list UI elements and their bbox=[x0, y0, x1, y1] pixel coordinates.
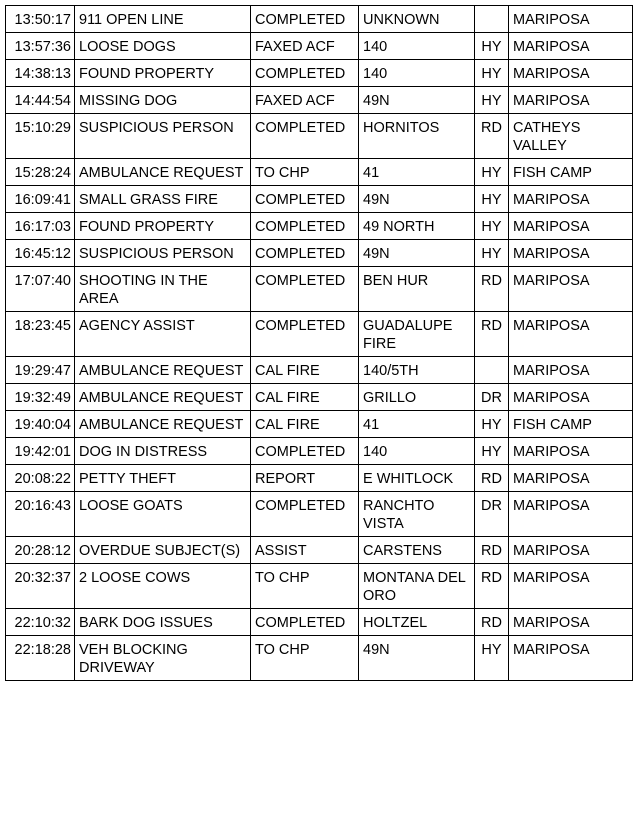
street-suffix-cell: HY bbox=[475, 186, 509, 213]
call-type-cell: OVERDUE SUBJECT(S) bbox=[75, 537, 251, 564]
time-cell: 22:10:32 bbox=[6, 609, 75, 636]
call-type-cell: FOUND PROPERTY bbox=[75, 213, 251, 240]
call-type-cell: MISSING DOG bbox=[75, 87, 251, 114]
disposition-cell: CAL FIRE bbox=[251, 411, 359, 438]
disposition-cell: COMPLETED bbox=[251, 213, 359, 240]
disposition-cell: COMPLETED bbox=[251, 6, 359, 33]
street-suffix-cell: HY bbox=[475, 636, 509, 681]
street-suffix-cell bbox=[475, 6, 509, 33]
time-cell: 14:38:13 bbox=[6, 60, 75, 87]
street-suffix-cell: HY bbox=[475, 33, 509, 60]
street-suffix-cell: HY bbox=[475, 213, 509, 240]
location-cell: UNKNOWN bbox=[359, 6, 475, 33]
city-cell: MARIPOSA bbox=[509, 33, 633, 60]
city-cell: MARIPOSA bbox=[509, 186, 633, 213]
disposition-cell: TO CHP bbox=[251, 564, 359, 609]
time-cell: 19:32:49 bbox=[6, 384, 75, 411]
disposition-cell: FAXED ACF bbox=[251, 33, 359, 60]
table-row bbox=[6, 159, 633, 186]
disposition-cell: COMPLETED bbox=[251, 240, 359, 267]
city-cell: MARIPOSA bbox=[509, 87, 633, 114]
time-cell: 20:16:43 bbox=[6, 492, 75, 537]
street-suffix-cell: RD bbox=[475, 564, 509, 609]
table-row bbox=[6, 438, 633, 465]
time-cell: 16:45:12 bbox=[6, 240, 75, 267]
disposition-cell: CAL FIRE bbox=[251, 384, 359, 411]
disposition-cell: COMPLETED bbox=[251, 267, 359, 312]
location-cell: 49N bbox=[359, 240, 475, 267]
table-row bbox=[6, 240, 633, 267]
city-cell: MARIPOSA bbox=[509, 564, 633, 609]
disposition-cell: COMPLETED bbox=[251, 492, 359, 537]
table-row bbox=[6, 267, 633, 312]
call-type-cell: LOOSE DOGS bbox=[75, 33, 251, 60]
street-suffix-cell: RD bbox=[475, 312, 509, 357]
time-cell: 16:09:41 bbox=[6, 186, 75, 213]
street-suffix-cell: RD bbox=[475, 267, 509, 312]
time-cell: 13:50:17 bbox=[6, 6, 75, 33]
location-cell: 140 bbox=[359, 33, 475, 60]
city-cell: MARIPOSA bbox=[509, 636, 633, 681]
time-cell: 19:29:47 bbox=[6, 357, 75, 384]
location-cell: RANCHTO VISTA bbox=[359, 492, 475, 537]
call-type-cell: 911 OPEN LINE bbox=[75, 6, 251, 33]
time-cell: 18:23:45 bbox=[6, 312, 75, 357]
table-row bbox=[6, 384, 633, 411]
location-cell: HOLTZEL bbox=[359, 609, 475, 636]
call-type-cell: AMBULANCE REQUEST bbox=[75, 357, 251, 384]
disposition-cell: ASSIST bbox=[251, 537, 359, 564]
call-type-cell: BARK DOG ISSUES bbox=[75, 609, 251, 636]
call-type-cell: SUSPICIOUS PERSON bbox=[75, 240, 251, 267]
disposition-cell: COMPLETED bbox=[251, 60, 359, 87]
table-row bbox=[6, 87, 633, 114]
time-cell: 19:42:01 bbox=[6, 438, 75, 465]
street-suffix-cell: HY bbox=[475, 438, 509, 465]
city-cell: MARIPOSA bbox=[509, 438, 633, 465]
location-cell: 41 bbox=[359, 159, 475, 186]
city-cell: MARIPOSA bbox=[509, 267, 633, 312]
city-cell: FISH CAMP bbox=[509, 411, 633, 438]
time-cell: 20:08:22 bbox=[6, 465, 75, 492]
street-suffix-cell: HY bbox=[475, 159, 509, 186]
call-type-cell: FOUND PROPERTY bbox=[75, 60, 251, 87]
street-suffix-cell: HY bbox=[475, 240, 509, 267]
location-cell: 140 bbox=[359, 60, 475, 87]
table-row bbox=[6, 114, 633, 159]
city-cell: CATHEYS VALLEY bbox=[509, 114, 633, 159]
table-row bbox=[6, 213, 633, 240]
location-cell: GRILLO bbox=[359, 384, 475, 411]
disposition-cell: COMPLETED bbox=[251, 114, 359, 159]
disposition-cell: COMPLETED bbox=[251, 312, 359, 357]
time-cell: 14:44:54 bbox=[6, 87, 75, 114]
call-type-cell: SUSPICIOUS PERSON bbox=[75, 114, 251, 159]
time-cell: 22:18:28 bbox=[6, 636, 75, 681]
call-type-cell: 2 LOOSE COWS bbox=[75, 564, 251, 609]
city-cell: MARIPOSA bbox=[509, 492, 633, 537]
location-cell: 140/5TH bbox=[359, 357, 475, 384]
call-log-table bbox=[5, 5, 633, 681]
table-row bbox=[6, 609, 633, 636]
table-row bbox=[6, 492, 633, 537]
table-row bbox=[6, 636, 633, 681]
table-row bbox=[6, 564, 633, 609]
disposition-cell: CAL FIRE bbox=[251, 357, 359, 384]
disposition-cell: TO CHP bbox=[251, 636, 359, 681]
time-cell: 19:40:04 bbox=[6, 411, 75, 438]
location-cell: 41 bbox=[359, 411, 475, 438]
city-cell: FISH CAMP bbox=[509, 159, 633, 186]
location-cell: 49N bbox=[359, 636, 475, 681]
location-cell: MONTANA DEL ORO bbox=[359, 564, 475, 609]
location-cell: 49N bbox=[359, 186, 475, 213]
city-cell: MARIPOSA bbox=[509, 60, 633, 87]
location-cell: GUADALUPE FIRE bbox=[359, 312, 475, 357]
time-cell: 20:28:12 bbox=[6, 537, 75, 564]
location-cell: 140 bbox=[359, 438, 475, 465]
street-suffix-cell: HY bbox=[475, 87, 509, 114]
location-cell: HORNITOS bbox=[359, 114, 475, 159]
city-cell: MARIPOSA bbox=[509, 465, 633, 492]
location-cell: CARSTENS bbox=[359, 537, 475, 564]
table-row bbox=[6, 537, 633, 564]
street-suffix-cell: RD bbox=[475, 537, 509, 564]
table-row bbox=[6, 357, 633, 384]
street-suffix-cell: RD bbox=[475, 465, 509, 492]
time-cell: 16:17:03 bbox=[6, 213, 75, 240]
city-cell: MARIPOSA bbox=[509, 384, 633, 411]
time-cell: 17:07:40 bbox=[6, 267, 75, 312]
call-log-body bbox=[6, 6, 633, 681]
call-type-cell: AMBULANCE REQUEST bbox=[75, 159, 251, 186]
table-row bbox=[6, 312, 633, 357]
call-type-cell: LOOSE GOATS bbox=[75, 492, 251, 537]
street-suffix-cell: DR bbox=[475, 384, 509, 411]
city-cell: MARIPOSA bbox=[509, 609, 633, 636]
call-type-cell: DOG IN DISTRESS bbox=[75, 438, 251, 465]
street-suffix-cell: RD bbox=[475, 114, 509, 159]
table-row bbox=[6, 411, 633, 438]
disposition-cell: REPORT bbox=[251, 465, 359, 492]
call-type-cell: SMALL GRASS FIRE bbox=[75, 186, 251, 213]
city-cell: MARIPOSA bbox=[509, 213, 633, 240]
street-suffix-cell bbox=[475, 357, 509, 384]
time-cell: 15:10:29 bbox=[6, 114, 75, 159]
time-cell: 20:32:37 bbox=[6, 564, 75, 609]
disposition-cell: TO CHP bbox=[251, 159, 359, 186]
city-cell: MARIPOSA bbox=[509, 312, 633, 357]
location-cell: 49 NORTH bbox=[359, 213, 475, 240]
street-suffix-cell: RD bbox=[475, 609, 509, 636]
disposition-cell: COMPLETED bbox=[251, 438, 359, 465]
call-type-cell: SHOOTING IN THE AREA bbox=[75, 267, 251, 312]
city-cell: MARIPOSA bbox=[509, 240, 633, 267]
disposition-cell: COMPLETED bbox=[251, 609, 359, 636]
disposition-cell: COMPLETED bbox=[251, 186, 359, 213]
call-type-cell: AMBULANCE REQUEST bbox=[75, 411, 251, 438]
city-cell: MARIPOSA bbox=[509, 537, 633, 564]
street-suffix-cell: HY bbox=[475, 60, 509, 87]
time-cell: 15:28:24 bbox=[6, 159, 75, 186]
time-cell: 13:57:36 bbox=[6, 33, 75, 60]
city-cell: MARIPOSA bbox=[509, 6, 633, 33]
table-row bbox=[6, 60, 633, 87]
table-row bbox=[6, 33, 633, 60]
disposition-cell: FAXED ACF bbox=[251, 87, 359, 114]
table-row bbox=[6, 465, 633, 492]
location-cell: BEN HUR bbox=[359, 267, 475, 312]
call-type-cell: AMBULANCE REQUEST bbox=[75, 384, 251, 411]
street-suffix-cell: DR bbox=[475, 492, 509, 537]
table-row bbox=[6, 6, 633, 33]
call-type-cell: AGENCY ASSIST bbox=[75, 312, 251, 357]
city-cell: MARIPOSA bbox=[509, 357, 633, 384]
location-cell: 49N bbox=[359, 87, 475, 114]
location-cell: E WHITLOCK bbox=[359, 465, 475, 492]
street-suffix-cell: HY bbox=[475, 411, 509, 438]
call-type-cell: PETTY THEFT bbox=[75, 465, 251, 492]
call-type-cell: VEH BLOCKING DRIVEWAY bbox=[75, 636, 251, 681]
table-row bbox=[6, 186, 633, 213]
